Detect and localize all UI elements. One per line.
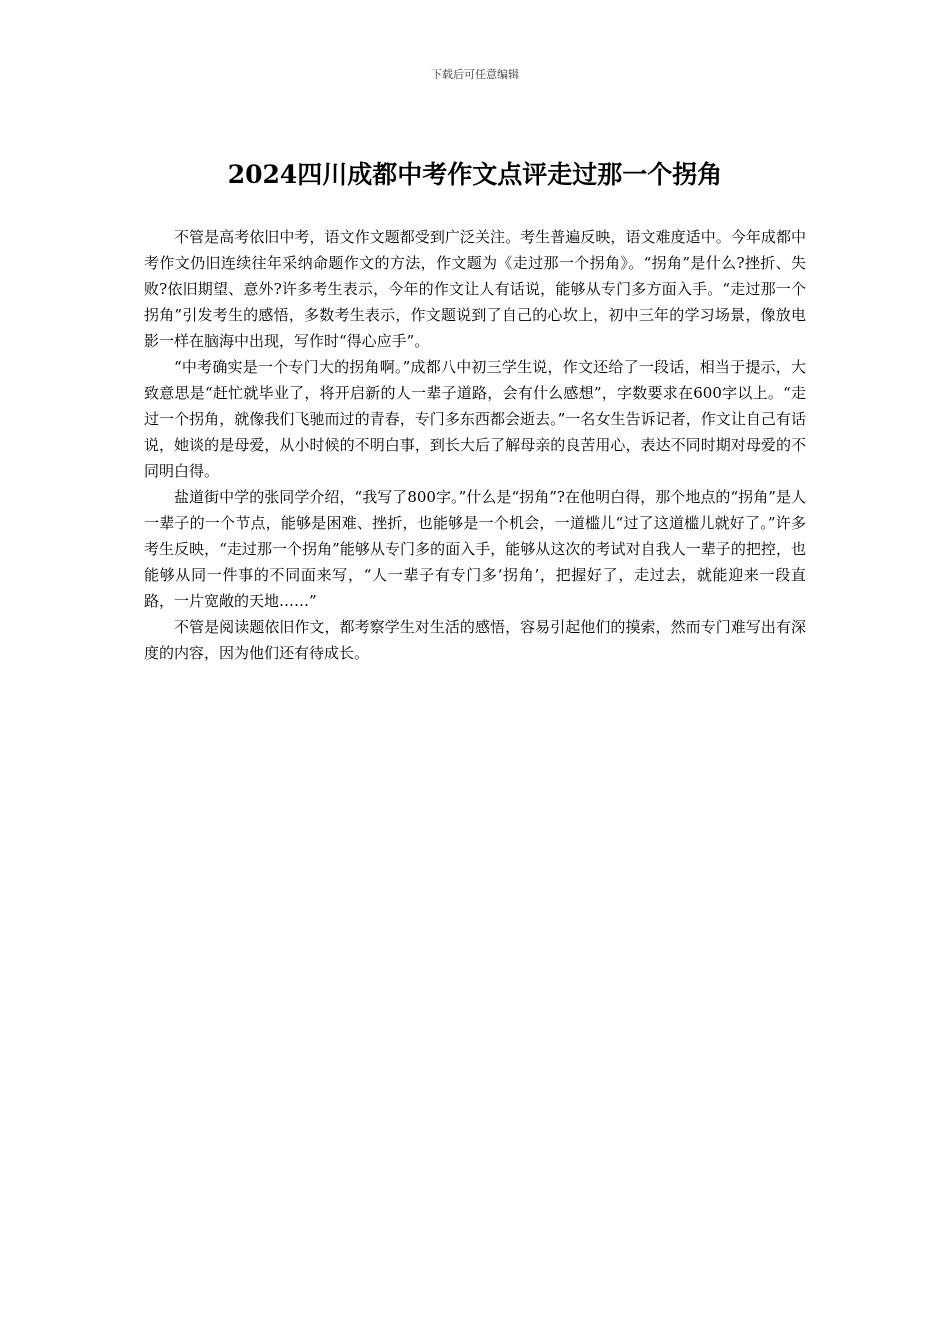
body-paragraph: 盐道街中学的张同学介绍，“我写了800字。”什么是“拐角”?在他明白得，那个地点的“拐角”是人一辈子的一个节点，能够是困难、挫折，也能够是一个机会，一道槛儿“过了这道槛儿就好了。”许多考生反映，“走过那一个拐角”能够从专门多的面入手，能够从这次的考试对自我人一辈子的把控，也能够从同一件事的不同面来写，“人一辈子有专门多‘拐角’，把握好了，走过去，就能迎来一段直路，一片宽敞的天地……”: [144, 488, 806, 610]
body-paragraph: “中考确实是一个专门大的拐角啊。”成都八中初三学生说，作文还给了一段话，相当于提示，大致意思是“赶忙就毕业了，将开启新的人一辈子道路，会有什么感想”，字数要求在600字以上。“走过一个拐角，就像我们飞驰而过的青春，专门多东西都会逝去。”一名女生告诉记者，作文让自己有话说，她谈的是母爱，从小时候的不明白事，到长大后了解母亲的良苦用心，表达不同时期对母爱的不同明白得。: [144, 358, 806, 480]
body-paragraph: 不管是高考依旧中考，语文作文题都受到广泛关注。考生普遍反映，语文难度适中。今年成都中考作文仍旧连续往年采纳命题作文的方法，作文题为《走过那一个拐角》。“拐角”是什么?挫折、失败?依旧期望、意外?许多考生表示，今年的作文让人有话说，能够从专门多方面入手。“走过那一个拐角”引发考生的感悟，多数考生表示，作文题说到了自己的心坎上，初中三年的学习场景，像放电影一样在脑海中出现，写作时“得心应手”。: [144, 228, 806, 350]
document-title: 2024四川成都中考作文点评走过那一个拐角: [227, 160, 723, 189]
body-paragraph: 不管是阅读题依旧作文，都考察学生对生活的感悟，容易引起他们的摸索，然而专门难写出有深度的内容，因为他们还有待成长。: [144, 618, 806, 662]
page-header-note: 下载后可任意编辑: [431, 68, 519, 81]
document-body: [144, 224, 806, 666]
